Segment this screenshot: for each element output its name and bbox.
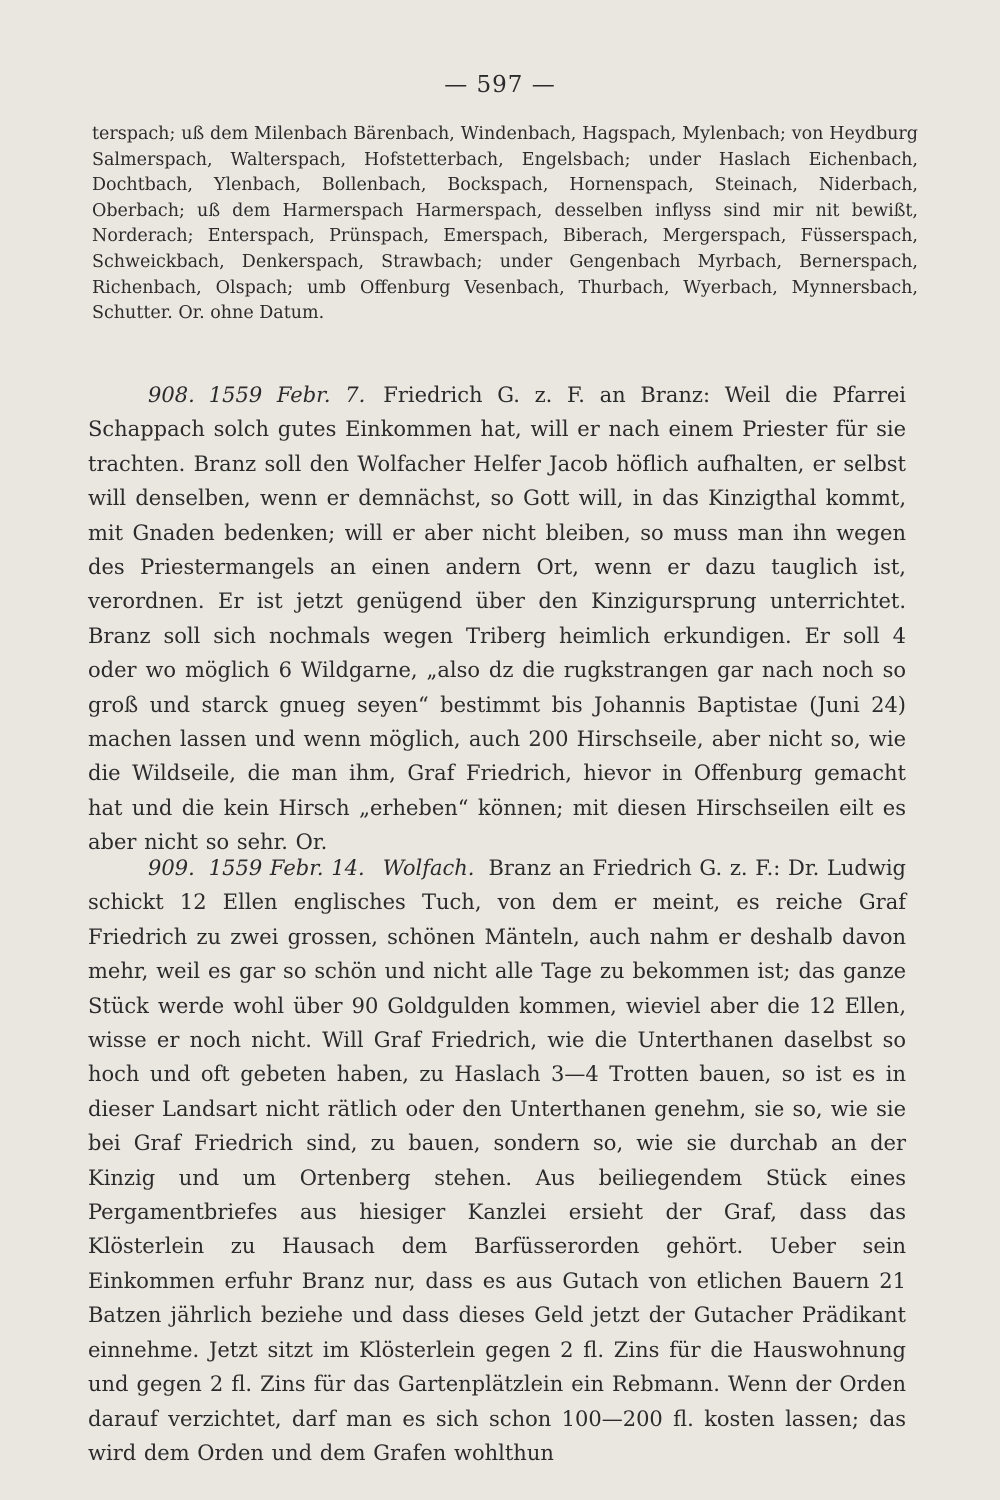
entry-text: Branz an Friedrich G. z. F.: Dr. Ludwig schickt 12 Ellen englisches Tuch, von dem er meint, es reiche Graf Friedrich zu zwei grossen, schönen Mänteln, auch nahm er deshalb davon mehr, weil es gar so schön und nicht alle Tage zu bekommen ist; das ganze Stück werde wohl über 90 Goldgulden kommen, wieviel aber die 12 Ellen, wisse er noch nicht. Will Graf Friedrich, wie die Unterthanen daselbst so hoch und oft gebeten haben, zu Haslach 3—4 Trotten bauen, so ist es in dieser Landsart nicht rätlich oder den Unterthanen genehm, sie so, wie sie bei Graf Friedrich sind, zu bauen, sondern so, wie sie durchab an der Kinzig und um Ortenberg stehen. Aus beiliegendem Stück eines Pergamentbriefes aus hiesiger Kanzlei ersieht der Graf, dass das Klösterlein zu Hausach dem Barfüsserorden gehört. Ueber sein Einkommen erfuhr Branz nur, dass es aus Gutach von etlichen Bauern 21 Batzen jährlich beziehe und dass dieses Geld jetzt der Gutacher Prädikant einnehme. Jetzt sitzt im Klösterlein gegen 2 fl. Zins für die Hauswohnung und gegen 2 fl. Zins für das Gartenplätzlein ein Rebmann. Wenn der Orden darauf verzichtet, darf man es sich schon 100—200 fl. kosten lassen; das wird dem Orden und dem Grafen wohlthun (88, 856, 907, 1465)
entry-text: Friedrich G. z. F. an Branz: Weil die Pfarrei Schappach solch gutes Einkommen hat, will er nach einem Priester für sie trachten. Branz soll den Wolfacher Helfer Jacob höflich aufhalten, er selbst will denselben, wenn er demnächst, so Gott will, in das Kinzigthal kommt, mit Gnaden bedenken; will er aber nicht bleiben, so muss man ihn wegen des Priestermangels an einen andern Ort, wenn er dazu tauglich ist, verordnen. Er ist jetzt genügend über den Kinzigursprung unterrichtet. Branz soll sich nochmals wegen Triberg heimlich erkundigen. Er soll 4 oder wo möglich 6 Wildgarne, „also dz die rugkstrangen gar nach noch so groß und starck gnueg seyen“ bestimmt bis Johannis Baptistae (Juni 24) machen lassen und wenn möglich, auch 200 Hirschseile, aber nicht so, wie die Wildseile, die man ihm, Graf Friedrich, hievor in Offenburg gemacht hat und die kein Hirsch „erheben“ können; mit diesen Hirschseilen eilt es aber nicht so sehr. Or. (88, 383, 907, 855)
entry-paragraph (88, 851, 906, 1470)
page-number: — 597 — (444, 72, 556, 98)
entry-date: 1559 Febr. 14. (208, 856, 365, 880)
intro-paragraph (92, 122, 918, 327)
entry-number: 909. (148, 856, 195, 880)
entry-paragraph (88, 378, 906, 860)
entry-place: Wolfach. (382, 856, 475, 880)
entry-908 (88, 378, 906, 860)
entry-number: 908. (148, 383, 195, 407)
entry-date: 1559 Febr. 7. (208, 383, 366, 407)
intro-text: terspach; uß dem Milenbach Bärenbach, Windenbach, Hagspach, Mylenbach; von Heydburg Salmerspach, Walterspach, Hofstetterbach, Engelsbach; under Haslach Eichenbach, Dochtbach, Ylenbach, Bollenbach, Bockspach, Hornenspach, Steinach, Niderbach, Oberbach; uß dem Harmerspach Harmerspach, desselben inflyss sind mir nit bewißt, Norderach; Enterspach, Prünspach, Emerspach, Biberach, Mergerspach, Füsserspach, Schweickbach, Denkerspach, Strawbach; under Gengenbach Myrbach, Bernerspach, Richenbach, Olspach; umb Offenburg Vesenbach, Thurbach, Wyerbach, Mynnersbach, Schutter. Or. ohne Datum. (92, 124, 918, 324)
entry-909 (88, 851, 906, 1470)
